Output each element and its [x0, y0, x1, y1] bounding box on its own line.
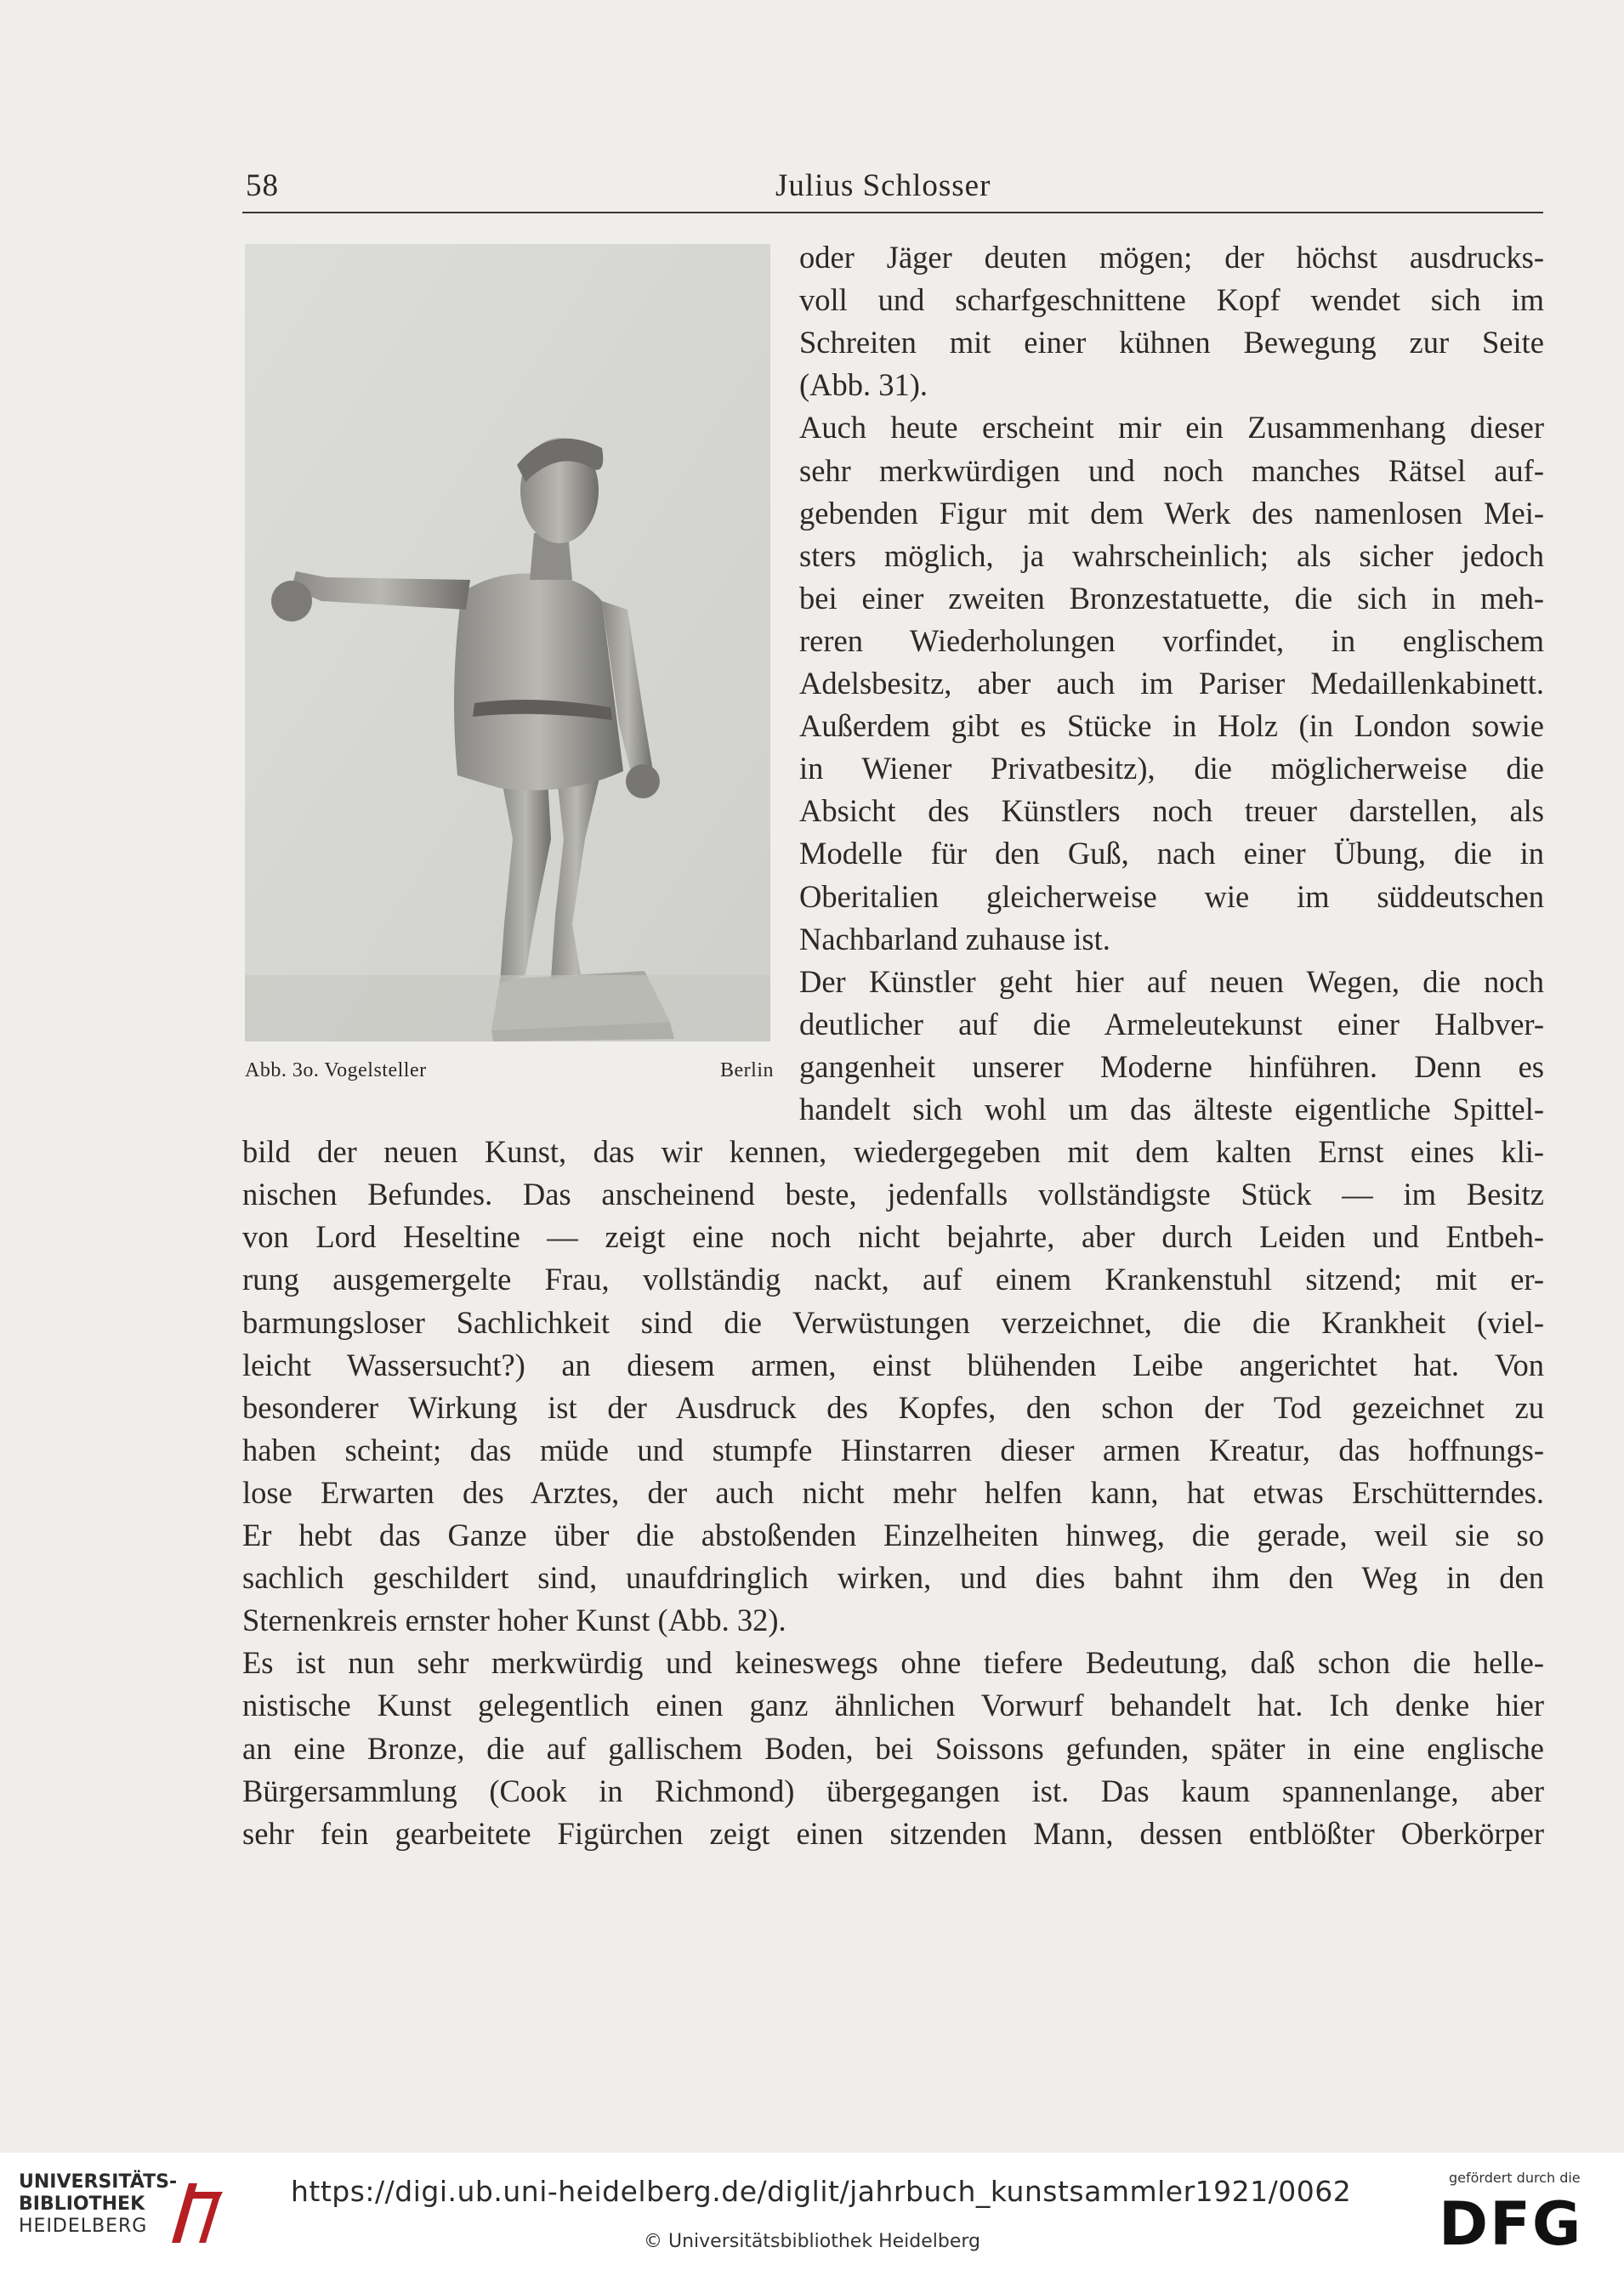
library-name-line2: BIBLIOTHEK — [19, 2193, 145, 2215]
library-name-line3: HEIDELBERG — [19, 2216, 148, 2237]
text-line: Außerdem gibt es Stücke in Holz (in London sowie — [799, 708, 1544, 744]
text-line: barmungsloser Sachlichkeit sind die Verwüstungen verzeichnet, die die Krankheit (viel- — [242, 1304, 1544, 1340]
text-line: reren Wiederholungen vorfindet, in englischem — [799, 622, 1544, 658]
text-line: Auch heute erscheint mir ein Zusammenhang dieser — [799, 410, 1544, 445]
text-line: handelt sich wohl um das älteste eigentliche Spittel- — [799, 1092, 1544, 1126]
text-line: nistische Kunst gelegentlich einen ganz ähnlichen Vorwurf behandelt hat. Ich denke hier — [242, 1688, 1544, 1723]
running-head: Julius Schlosser — [775, 168, 991, 203]
text-line: Modelle für den Guß, nach einer Übung, die in — [799, 836, 1544, 871]
text-line: Nachbarland zuhause ist. — [799, 921, 1110, 956]
text-line: rung ausgemergelte Frau, vollständig nackt, auf einem Krankenstuhl sitzend; mit er- — [242, 1262, 1544, 1297]
text-line: oder Jäger deuten mögen; der höchst ausdrucks- — [799, 240, 1544, 275]
text-line: sachlich geschildert sind, unaufdringlich wirken, und dies bahnt ihm den Weg in den — [242, 1560, 1544, 1596]
dfg-sponsor — [1439, 2170, 1605, 2263]
sponsor-note: gefördert durch die — [1449, 2170, 1581, 2186]
dfg-logo: DFG — [1439, 2189, 1583, 2259]
text-line: Bürgersammlung (Cook in Richmond) übergegangen ist. Das kaum spannenlange, aber — [242, 1773, 1544, 1808]
page-number: 58 — [246, 168, 279, 203]
text-line: von Lord Heseltine — zeigt eine noch nicht bejahrte, aber durch Leiden und Entbeh- — [242, 1219, 1544, 1255]
text-line: Oberitalien gleicherweise wie im süddeutschen — [799, 878, 1544, 914]
text-line: an eine Bronze, die auf gallischem Boden, bei Soissons gefunden, später in eine englische — [242, 1730, 1544, 1766]
figure-caption — [245, 1059, 774, 1088]
caption-location: Berlin — [720, 1059, 774, 1081]
footer-bar — [0, 2153, 1624, 2270]
page-header — [242, 166, 1543, 213]
text-line: Er hebt das Ganze über die abstoßenden Einzelheiten hinweg, die gerade, weil sie so — [242, 1518, 1544, 1552]
text-line: Es ist nun sehr merkwürdig und keineswegs ohne tiefere Bedeutung, daß schon die helle- — [242, 1645, 1544, 1681]
text-line: Adelsbesitz, aber auch im Pariser Medaillenkabinett. — [799, 666, 1544, 701]
statue-illustration — [245, 244, 770, 1041]
text-line: Schreiten mit einer kühnen Bewegung zur Seite — [799, 325, 1544, 360]
library-name-line1: UNIVERSITÄTS- — [19, 2171, 178, 2193]
text-line: besonderer Wirkung ist der Ausdruck des Kopfes, den schon der Tod gezeichnet zu — [242, 1389, 1544, 1425]
text-line: nischen Befundes. Das anscheinend beste, jedenfalls vollständigste Stück — im Besitz — [242, 1177, 1544, 1212]
text-line: bei einer zweiten Bronzestatuette, die sich in meh- — [799, 580, 1544, 616]
text-line: (Abb. 31). — [799, 367, 928, 403]
caption-title: Abb. 3o. Vogelsteller — [245, 1059, 427, 1081]
text-line: in Wiener Privatbesitz), die möglicherweise die — [799, 751, 1544, 786]
text-line: sehr merkwürdigen und noch manches Rätsel auf- — [799, 452, 1544, 488]
text-line: sters möglich, ja wahrscheinlich; als sicher jedoch — [799, 537, 1544, 573]
source-url[interactable]: https://digi.ub.uni-heidelberg.de/diglit/jahrbuch_kunstsammler1921/0062 — [291, 2175, 1352, 2208]
text-line: deutlicher auf die Armeleutekunst einer Halbver- — [799, 1006, 1544, 1041]
text-line: gangenheit unserer Moderne hinführen. Denn es — [799, 1048, 1544, 1084]
text-line: voll und scharfgeschnittene Kopf wendet sich im — [799, 282, 1544, 318]
text-line: Sternenkreis ernster hoher Kunst (Abb. 32). — [242, 1603, 786, 1638]
figure-image — [245, 244, 770, 1041]
text-line: haben scheint; das müde und stumpfe Hinstarren dieser armen Kreatur, das hoffnungs- — [242, 1432, 1544, 1467]
text-line: sehr fein gearbeitete Figürchen zeigt einen sitzenden Mann, dessen entblößter Oberkörper — [242, 1815, 1544, 1851]
copyright-notice: © Universitätsbibliothek Heidelberg — [643, 2231, 980, 2252]
text-line: Absicht des Künstlers noch treuer darstellen, als — [799, 793, 1544, 829]
text-line: lose Erwarten des Arztes, der auch nicht mehr helfen kann, hat etwas Erschütterndes. — [242, 1474, 1544, 1510]
text-line: leicht Wassersucht?) an diesem armen, einst blühenden Leibe angerichtet hat. Von — [242, 1347, 1544, 1382]
text-line: bild der neuen Kunst, das wir kennen, wiedergegeben mit dem kalten Ernst eines kli- — [242, 1134, 1544, 1170]
text-line: Der Künstler geht hier auf neuen Wegen, die noch — [799, 963, 1544, 999]
text-line: gebenden Figur mit dem Werk des namenlosen Mei- — [799, 495, 1544, 531]
